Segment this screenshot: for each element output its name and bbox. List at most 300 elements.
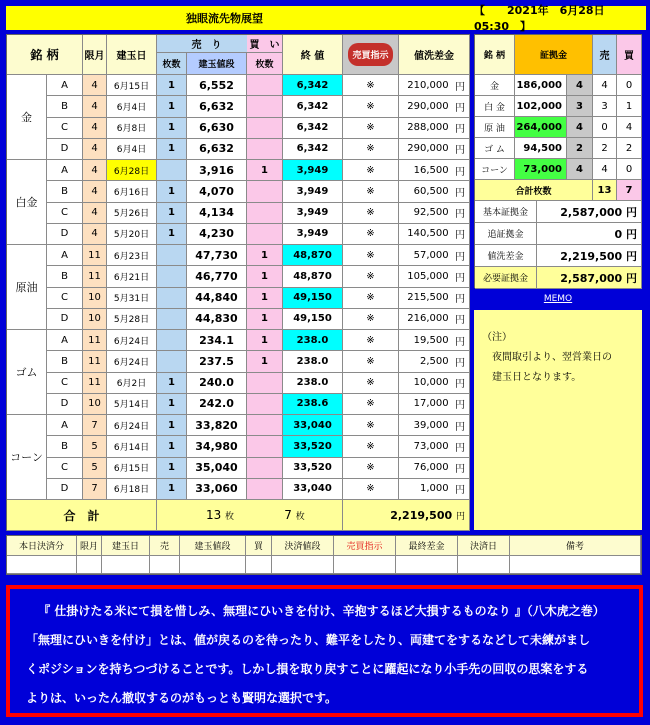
settle-cell bbox=[77, 556, 102, 574]
row-date: 6月2日 bbox=[107, 373, 157, 394]
total-buy-value: 7 bbox=[284, 508, 292, 522]
row-mark: ※ bbox=[343, 330, 399, 351]
row-yen: 円 bbox=[455, 102, 465, 114]
row-close: 6,342 bbox=[283, 118, 343, 139]
row-diff-value: 73,000 bbox=[413, 440, 449, 452]
header-uri: 売 り bbox=[157, 35, 257, 53]
row-diff bbox=[399, 160, 470, 181]
row-sell bbox=[157, 351, 187, 372]
row-diff-value: 76,000 bbox=[413, 462, 449, 474]
row-yen: 円 bbox=[455, 442, 465, 454]
row-diff bbox=[399, 373, 470, 394]
row-code: A bbox=[47, 75, 83, 96]
row-yen: 円 bbox=[455, 464, 465, 476]
settle-cell bbox=[150, 556, 180, 574]
quote-line-2: 「無理にひいきを付け」とは、値が戻るのを待ったり、難平をしたり、両建てをするなどして未練がまし bbox=[26, 633, 591, 647]
settle-cell bbox=[180, 556, 246, 574]
row-date: 6月4日 bbox=[107, 139, 157, 160]
row-close: 48,870 bbox=[283, 245, 343, 266]
date-display: 【 2021年 6月28日 05:30 】 bbox=[474, 4, 627, 33]
row-date: 6月14日 bbox=[107, 436, 157, 457]
side-row-amount: 264,000 bbox=[515, 117, 567, 138]
row-close: 238.0 bbox=[283, 351, 343, 372]
row-buy bbox=[247, 139, 283, 160]
row-close: 3,949 bbox=[283, 181, 343, 202]
side-row-n: 3 bbox=[567, 96, 593, 117]
row-month: 5 bbox=[83, 436, 107, 457]
row-date: 6月15日 bbox=[107, 458, 157, 479]
group-name: コーン bbox=[7, 415, 47, 500]
row-buy: 1 bbox=[247, 266, 283, 287]
row-buy bbox=[247, 479, 283, 500]
summary-label: 値洗差金 bbox=[475, 245, 537, 267]
group-name: 原油 bbox=[7, 245, 47, 330]
row-mark: ※ bbox=[343, 118, 399, 139]
header-owarine: 終 値 bbox=[283, 35, 343, 75]
row-diff-value: 60,500 bbox=[413, 185, 449, 197]
side-total-label: 合計枚数 bbox=[475, 180, 593, 201]
side-row-name: 原 油 bbox=[475, 117, 515, 138]
row-diff bbox=[399, 245, 470, 266]
row-mark: ※ bbox=[343, 436, 399, 457]
total-diff-value: 2,219,500 bbox=[390, 508, 453, 522]
row-mark: ※ bbox=[343, 373, 399, 394]
row-buy bbox=[247, 394, 283, 415]
row-yen: 円 bbox=[455, 357, 465, 369]
row-buy bbox=[247, 373, 283, 394]
side-row-name: ゴ ム bbox=[475, 138, 515, 159]
row-code: C bbox=[47, 373, 83, 394]
row-buy: 1 bbox=[247, 309, 283, 330]
row-mark: ※ bbox=[343, 224, 399, 245]
row-month: 10 bbox=[83, 394, 107, 415]
side-row-buy: 2 bbox=[617, 138, 642, 159]
row-mark: ※ bbox=[343, 309, 399, 330]
settle-cell bbox=[246, 556, 272, 574]
row-month: 4 bbox=[83, 224, 107, 245]
row-code: D bbox=[47, 394, 83, 415]
row-sell: 1 bbox=[157, 436, 187, 457]
settle-header: 本日決済分 bbox=[7, 536, 77, 556]
row-close: 49,150 bbox=[283, 288, 343, 309]
header-meigara: 銘 柄 bbox=[7, 35, 83, 75]
row-buy bbox=[247, 436, 283, 457]
row-code: D bbox=[47, 139, 83, 160]
row-mark: ※ bbox=[343, 266, 399, 287]
page-title: 独眼流先物展望 bbox=[186, 12, 263, 25]
row-month: 11 bbox=[83, 266, 107, 287]
row-date: 6月24日 bbox=[107, 330, 157, 351]
row-sell: 1 bbox=[157, 479, 187, 500]
row-month: 10 bbox=[83, 288, 107, 309]
row-month: 4 bbox=[83, 139, 107, 160]
row-mark: ※ bbox=[343, 288, 399, 309]
row-sell: 1 bbox=[157, 118, 187, 139]
row-month: 11 bbox=[83, 351, 107, 372]
side-row-sell: 4 bbox=[593, 75, 617, 96]
settle-header: 限月 bbox=[77, 536, 102, 556]
row-buy: 1 bbox=[247, 160, 283, 181]
row-close: 238.0 bbox=[283, 330, 343, 351]
row-mark: ※ bbox=[343, 351, 399, 372]
row-code: B bbox=[47, 436, 83, 457]
row-date: 6月15日 bbox=[107, 75, 157, 96]
row-month: 4 bbox=[83, 181, 107, 202]
header-kai: 買 い bbox=[247, 35, 283, 53]
row-diff-value: 17,000 bbox=[413, 398, 449, 410]
side-row-n: 2 bbox=[567, 138, 593, 159]
row-price: 46,770 bbox=[187, 266, 247, 287]
settle-header: 建玉日 bbox=[102, 536, 150, 556]
row-sell bbox=[157, 288, 187, 309]
row-diff bbox=[399, 224, 470, 245]
total-sell-unit: 枚 bbox=[225, 511, 235, 522]
row-yen: 円 bbox=[455, 187, 465, 199]
row-diff bbox=[399, 309, 470, 330]
settlement-table bbox=[6, 535, 642, 575]
settle-cell bbox=[510, 556, 641, 574]
quote-line-1: 『 仕掛けたる米にて損を惜しみ、無理にひいきを付け、辛抱するほど大損するものなり 』（八木虎之巻） bbox=[38, 604, 605, 618]
row-diff-value: 57,000 bbox=[413, 249, 449, 261]
row-price: 4,230 bbox=[187, 224, 247, 245]
row-diff bbox=[399, 75, 470, 96]
row-code: B bbox=[47, 266, 83, 287]
row-date: 5月28日 bbox=[107, 309, 157, 330]
row-mark: ※ bbox=[343, 181, 399, 202]
row-diff-value: 215,500 bbox=[407, 292, 449, 304]
row-yen: 円 bbox=[455, 124, 465, 136]
row-sell bbox=[157, 245, 187, 266]
row-code: A bbox=[47, 245, 83, 266]
header-tatene: 建玉値段 bbox=[187, 53, 247, 75]
row-price: 4,070 bbox=[187, 181, 247, 202]
row-diff-value: 39,000 bbox=[413, 419, 449, 431]
row-date: 6月23日 bbox=[107, 245, 157, 266]
side-total-buy: 7 bbox=[617, 180, 642, 201]
row-code: B bbox=[47, 351, 83, 372]
row-close: 238.6 bbox=[283, 394, 343, 415]
row-yen: 円 bbox=[455, 166, 465, 178]
header-baibai-cell bbox=[343, 35, 399, 75]
row-yen: 円 bbox=[455, 272, 465, 284]
settle-header: 備考 bbox=[510, 536, 641, 556]
row-date: 6月28日 bbox=[107, 160, 157, 181]
row-price: 240.0 bbox=[187, 373, 247, 394]
total-buy-unit: 枚 bbox=[295, 511, 305, 522]
header-tatebi: 建玉日 bbox=[107, 35, 157, 75]
total-yen: 円 bbox=[455, 511, 465, 522]
side-row-name: 金 bbox=[475, 75, 515, 96]
row-diff bbox=[399, 181, 470, 202]
quote-line-4: よりは、いったん撤収するのがもっとも賢明な選択です。 bbox=[26, 691, 338, 705]
row-date: 5月20日 bbox=[107, 224, 157, 245]
row-mark: ※ bbox=[343, 458, 399, 479]
row-price: 4,134 bbox=[187, 203, 247, 224]
row-diff-value: 290,000 bbox=[407, 143, 449, 155]
row-diff bbox=[399, 266, 470, 287]
side-row-amount: 102,000 bbox=[515, 96, 567, 117]
row-price: 237.5 bbox=[187, 351, 247, 372]
row-month: 4 bbox=[83, 203, 107, 224]
side-row-amount: 186,000 bbox=[515, 75, 567, 96]
settle-header: 売 bbox=[150, 536, 180, 556]
row-close: 49,150 bbox=[283, 309, 343, 330]
row-price: 242.0 bbox=[187, 394, 247, 415]
total-label: 合 計 bbox=[7, 500, 157, 531]
side-row-amount: 73,000 bbox=[515, 159, 567, 180]
row-diff bbox=[399, 479, 470, 500]
row-sell bbox=[157, 266, 187, 287]
row-close: 33,520 bbox=[283, 458, 343, 479]
side-row-sell: 4 bbox=[593, 159, 617, 180]
row-date: 6月4日 bbox=[107, 96, 157, 117]
row-sell: 1 bbox=[157, 224, 187, 245]
settle-cell bbox=[102, 556, 150, 574]
summary-label: 基本証拠金 bbox=[475, 201, 537, 223]
row-buy bbox=[247, 458, 283, 479]
summary-label: 追証拠金 bbox=[475, 223, 537, 245]
baibai-button[interactable]: 売買指示 bbox=[348, 43, 392, 66]
row-price: 34,980 bbox=[187, 436, 247, 457]
row-diff-value: 288,000 bbox=[407, 122, 449, 134]
row-diff-value: 10,000 bbox=[413, 377, 449, 389]
row-sell bbox=[157, 330, 187, 351]
row-yen: 円 bbox=[455, 315, 465, 327]
row-mark: ※ bbox=[343, 394, 399, 415]
row-close: 6,342 bbox=[283, 139, 343, 160]
row-code: C bbox=[47, 458, 83, 479]
row-price: 6,552 bbox=[187, 75, 247, 96]
quote-box bbox=[6, 585, 643, 717]
row-date: 6月24日 bbox=[107, 351, 157, 372]
row-mark: ※ bbox=[343, 203, 399, 224]
memo-label: MEMO bbox=[543, 294, 573, 304]
row-yen: 円 bbox=[455, 421, 465, 433]
side-row-name: 白 金 bbox=[475, 96, 515, 117]
total-buy bbox=[247, 500, 343, 531]
row-month: 7 bbox=[83, 415, 107, 436]
row-yen: 円 bbox=[455, 81, 465, 93]
row-close: 238.0 bbox=[283, 373, 343, 394]
summary-value: 2,587,000 円 bbox=[537, 201, 642, 223]
row-sell: 1 bbox=[157, 373, 187, 394]
row-diff bbox=[399, 415, 470, 436]
row-yen: 円 bbox=[455, 145, 465, 157]
row-mark: ※ bbox=[343, 479, 399, 500]
row-buy bbox=[247, 203, 283, 224]
row-month: 4 bbox=[83, 160, 107, 181]
summary-value: 2,219,500 円 bbox=[537, 245, 642, 267]
row-close: 3,949 bbox=[283, 224, 343, 245]
settle-cell bbox=[272, 556, 334, 574]
side-row-buy: 1 bbox=[617, 96, 642, 117]
row-diff bbox=[399, 288, 470, 309]
row-diff-value: 105,000 bbox=[407, 270, 449, 282]
header-uri-maisu: 枚数 bbox=[157, 53, 187, 75]
settle-header: 買 bbox=[246, 536, 272, 556]
row-price: 6,632 bbox=[187, 96, 247, 117]
settle-header: 最終差金 bbox=[396, 536, 458, 556]
row-price: 47,730 bbox=[187, 245, 247, 266]
settle-header: 建玉値段 bbox=[180, 536, 246, 556]
row-code: B bbox=[47, 96, 83, 117]
settle-cell bbox=[7, 556, 77, 574]
row-mark: ※ bbox=[343, 160, 399, 181]
margin-summary bbox=[474, 34, 642, 288]
row-buy: 1 bbox=[247, 351, 283, 372]
row-diff bbox=[399, 96, 470, 117]
side-total-sell: 13 bbox=[593, 180, 617, 201]
row-sell: 1 bbox=[157, 139, 187, 160]
row-month: 10 bbox=[83, 309, 107, 330]
side-row-name: コーン bbox=[475, 159, 515, 180]
row-close: 6,342 bbox=[283, 75, 343, 96]
summary-label: 必要証拠金 bbox=[475, 267, 537, 289]
row-diff-value: 216,000 bbox=[407, 313, 449, 325]
row-date: 6月24日 bbox=[107, 415, 157, 436]
side-row-buy: 4 bbox=[617, 117, 642, 138]
row-date: 6月16日 bbox=[107, 181, 157, 202]
row-mark: ※ bbox=[343, 415, 399, 436]
row-month: 4 bbox=[83, 75, 107, 96]
row-code: A bbox=[47, 160, 83, 181]
row-diff bbox=[399, 330, 470, 351]
row-close: 3,949 bbox=[283, 160, 343, 181]
header-sagaku: 値洗差金 bbox=[399, 35, 470, 75]
row-month: 4 bbox=[83, 118, 107, 139]
positions-table bbox=[6, 34, 470, 531]
row-sell bbox=[157, 160, 187, 181]
row-price: 35,040 bbox=[187, 458, 247, 479]
row-mark: ※ bbox=[343, 75, 399, 96]
row-mark: ※ bbox=[343, 139, 399, 160]
side-header-kai: 買 bbox=[617, 35, 642, 75]
row-code: C bbox=[47, 288, 83, 309]
row-diff bbox=[399, 118, 470, 139]
total-diff bbox=[343, 500, 470, 531]
row-month: 4 bbox=[83, 96, 107, 117]
row-code: D bbox=[47, 309, 83, 330]
row-price: 3,916 bbox=[187, 160, 247, 181]
row-price: 33,060 bbox=[187, 479, 247, 500]
row-sell: 1 bbox=[157, 96, 187, 117]
row-yen: 円 bbox=[455, 336, 465, 348]
memo-line-3: 建玉日となります。 bbox=[482, 372, 582, 383]
row-price: 6,630 bbox=[187, 118, 247, 139]
row-yen: 円 bbox=[455, 400, 465, 412]
side-row-amount: 94,500 bbox=[515, 138, 567, 159]
header-genkai: 限月 bbox=[83, 35, 107, 75]
row-yen: 円 bbox=[455, 251, 465, 263]
memo-box bbox=[474, 310, 642, 530]
row-date: 6月8日 bbox=[107, 118, 157, 139]
group-name: 金 bbox=[7, 75, 47, 160]
row-diff-value: 19,500 bbox=[413, 334, 449, 346]
row-buy bbox=[247, 75, 283, 96]
row-buy bbox=[247, 181, 283, 202]
row-buy bbox=[247, 224, 283, 245]
row-diff bbox=[399, 351, 470, 372]
side-header-meigara: 銘 柄 bbox=[475, 35, 515, 75]
row-diff-value: 290,000 bbox=[407, 100, 449, 112]
row-month: 11 bbox=[83, 245, 107, 266]
row-buy bbox=[247, 96, 283, 117]
row-mark: ※ bbox=[343, 96, 399, 117]
row-month: 7 bbox=[83, 479, 107, 500]
row-month: 11 bbox=[83, 373, 107, 394]
summary-value: 0 円 bbox=[537, 223, 642, 245]
settle-header: 決済値段 bbox=[272, 536, 334, 556]
row-diff bbox=[399, 394, 470, 415]
group-name: ゴム bbox=[7, 330, 47, 415]
row-close: 48,870 bbox=[283, 266, 343, 287]
row-code: A bbox=[47, 415, 83, 436]
row-buy: 1 bbox=[247, 245, 283, 266]
row-close: 6,342 bbox=[283, 96, 343, 117]
row-sell: 1 bbox=[157, 75, 187, 96]
summary-value: 2,587,000 円 bbox=[537, 267, 642, 289]
row-month: 11 bbox=[83, 330, 107, 351]
row-buy bbox=[247, 118, 283, 139]
side-row-buy: 0 bbox=[617, 159, 642, 180]
row-code: C bbox=[47, 118, 83, 139]
row-code: D bbox=[47, 224, 83, 245]
row-sell: 1 bbox=[157, 415, 187, 436]
side-row-buy: 0 bbox=[617, 75, 642, 96]
settle-cell bbox=[396, 556, 458, 574]
side-header-uri: 売 bbox=[593, 35, 617, 75]
row-date: 5月14日 bbox=[107, 394, 157, 415]
row-diff bbox=[399, 436, 470, 457]
side-row-n: 4 bbox=[567, 117, 593, 138]
row-buy bbox=[247, 415, 283, 436]
settle-cell bbox=[458, 556, 510, 574]
side-row-sell: 0 bbox=[593, 117, 617, 138]
row-yen: 円 bbox=[455, 209, 465, 221]
row-sell: 1 bbox=[157, 203, 187, 224]
side-row-n: 4 bbox=[567, 159, 593, 180]
row-diff bbox=[399, 203, 470, 224]
row-date: 5月31日 bbox=[107, 288, 157, 309]
row-diff-value: 140,500 bbox=[407, 228, 449, 240]
row-sell bbox=[157, 309, 187, 330]
row-diff-value: 92,500 bbox=[413, 207, 449, 219]
settle-cell bbox=[334, 556, 396, 574]
row-buy: 1 bbox=[247, 288, 283, 309]
group-name: 白金 bbox=[7, 160, 47, 245]
row-close: 3,949 bbox=[283, 203, 343, 224]
row-diff bbox=[399, 139, 470, 160]
row-yen: 円 bbox=[455, 379, 465, 391]
memo-line-1: （注） bbox=[482, 332, 512, 343]
side-row-sell: 2 bbox=[593, 138, 617, 159]
row-month: 5 bbox=[83, 458, 107, 479]
row-close: 33,520 bbox=[283, 436, 343, 457]
row-price: 33,820 bbox=[187, 415, 247, 436]
row-diff bbox=[399, 458, 470, 479]
row-price: 6,632 bbox=[187, 139, 247, 160]
row-date: 6月18日 bbox=[107, 479, 157, 500]
memo-line-2: 夜間取引より、翌営業日の bbox=[482, 352, 612, 363]
total-sell-value: 13 bbox=[205, 508, 222, 522]
row-yen: 円 bbox=[455, 294, 465, 306]
row-code: A bbox=[47, 330, 83, 351]
settle-header: 決済日 bbox=[458, 536, 510, 556]
row-price: 44,840 bbox=[187, 288, 247, 309]
row-diff-value: 210,000 bbox=[407, 79, 449, 91]
row-diff-value: 1,000 bbox=[420, 483, 449, 495]
row-yen: 円 bbox=[455, 230, 465, 242]
